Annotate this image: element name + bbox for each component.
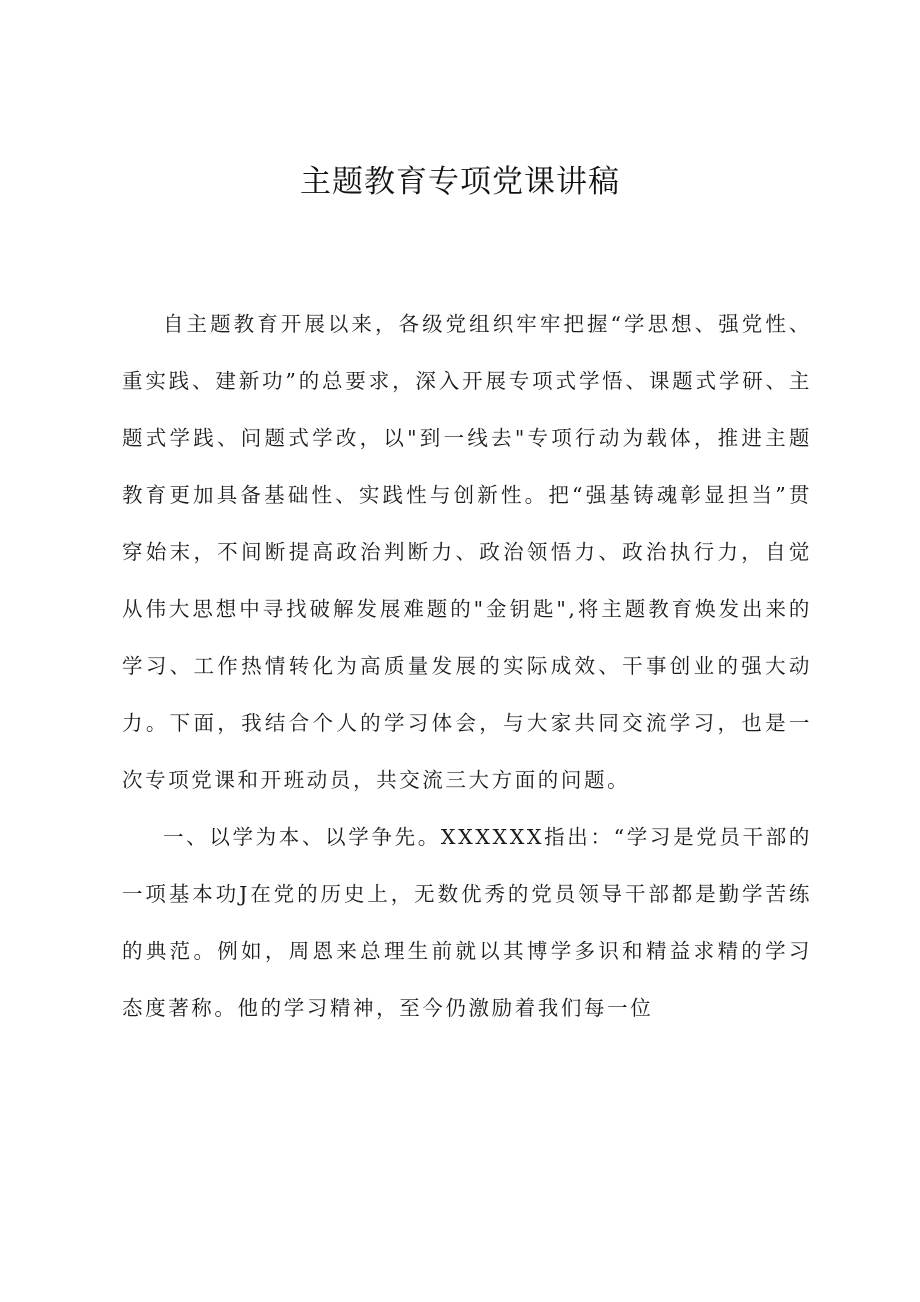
document-title: 主题教育专项党课讲稿 <box>300 164 620 200</box>
intro-paragraph: 自主题教育开展以来，各级党组织牢牢把握“学思想、强党性、重实践、建新功”的总要求，深入开展专项式学悟、课题式学研、主题式学践、问题式学改，以"到一线去"专项行动为载体，推进主题教育更加具备基础性、实践性与创新性。把“强基铸魂彰显担当”贯穿始末，不间断提高政治判断力、政治领悟力、政治执行力，自觉从伟大思想中寻找破解发展难题的"金钥匙",将主题教育焕发出来的学习、工作热情转化为高质量发展的实际成效、干事创业的强大动力。下面，我结合个人的学习体会，与大家共同交流学习，也是一次专项党课和开班动员，共交流三大方面的问题。 <box>122 312 812 792</box>
document-body <box>122 296 812 1037</box>
section-one-paragraph: 一、以学为本、以学争先。XXXXXX指出：“学习是党员干部的一项基本功J在党的历史上，无数优秀的党员领导干部都是勤学苦练的典范。例如，周恩来总理生前就以其博学多识和精益求精的学习态度著称。他的学习精神，至今仍激励着我们每一位 <box>122 825 812 1020</box>
